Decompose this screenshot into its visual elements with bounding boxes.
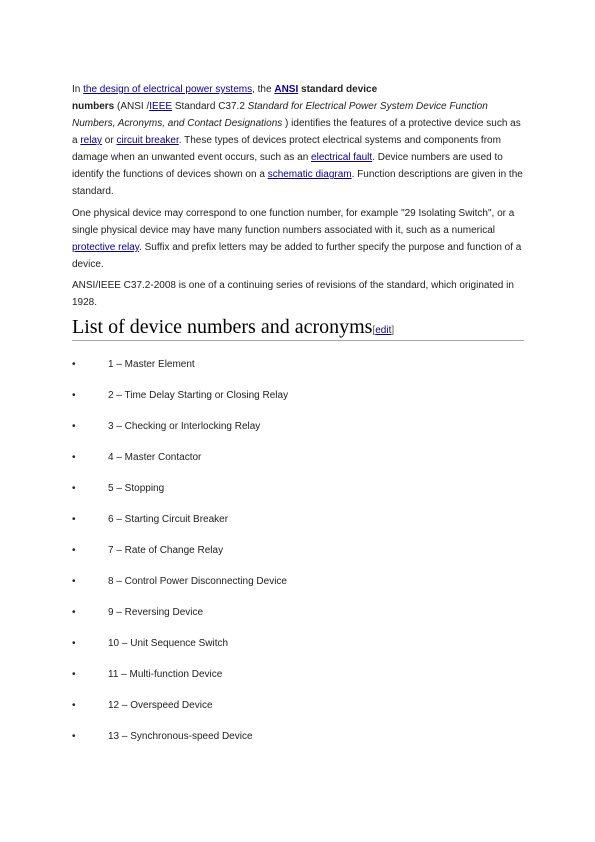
- link-ieee[interactable]: IEEE: [149, 101, 173, 112]
- bullet-icon: •: [72, 421, 76, 432]
- bullet-icon: •: [72, 638, 76, 649]
- device-item-label: 4 – Master Contactor: [108, 452, 202, 463]
- intro-bold-text: standard device: [298, 84, 378, 95]
- link-relay[interactable]: relay: [80, 135, 103, 146]
- intro-text: , the: [252, 84, 275, 95]
- link-circuit-breaker[interactable]: circuit breaker: [116, 135, 179, 146]
- intro-first-line: [72, 81, 524, 98]
- bullet-icon: •: [72, 576, 76, 587]
- section-heading-title: List of device numbers and acronyms: [72, 316, 373, 338]
- intro-text: In: [72, 84, 84, 95]
- device-item-label: 12 – Overspeed Device: [108, 700, 213, 711]
- edit-bracket-open: [: [372, 325, 376, 336]
- list-item: [72, 542, 524, 573]
- device-item-label: 9 – Reversing Device: [108, 607, 204, 618]
- link-ansi[interactable]: ANSI: [274, 84, 299, 95]
- device-item-label: 7 – Rate of Change Relay: [108, 545, 224, 556]
- intro-paragraph: [72, 81, 524, 200]
- intro-bold-text: numbers: [72, 101, 115, 112]
- device-item-label: 13 – Synchronous-speed Device: [108, 731, 253, 742]
- third-paragraph: ANSI/IEEE C37.2-2008 is one of a continuing series of revisions of the standard, which originated in 1928.: [72, 280, 514, 308]
- intro-text: ) identifies the features of a protective device such as a: [72, 118, 521, 146]
- edit-link[interactable]: edit: [375, 325, 392, 336]
- link-design-power-systems[interactable]: the design of electrical power systems: [83, 84, 253, 95]
- intro-text: Standard C37.2: [172, 101, 248, 112]
- list-item: [72, 511, 524, 542]
- link-electrical-fault[interactable]: electrical fault: [311, 152, 373, 163]
- list-item: [72, 697, 524, 728]
- device-item-label: 1 – Master Element: [108, 359, 195, 370]
- bullet-icon: •: [72, 700, 76, 711]
- device-item-label: 2 – Time Delay Starting or Closing Relay: [108, 390, 289, 401]
- intro-text: (ANSI /: [114, 101, 150, 112]
- device-item-label: 10 – Unit Sequence Switch: [108, 638, 229, 649]
- list-item: [72, 666, 524, 697]
- list-item: [72, 480, 524, 511]
- device-item-label: 3 – Checking or Interlocking Relay: [108, 421, 261, 432]
- list-item: [72, 635, 524, 666]
- intro-text: . These types of devices protect electrical systems and components from damage when an unwanted event occurs, such as an: [72, 135, 501, 163]
- bullet-icon: •: [72, 545, 76, 556]
- device-item-label: 11 – Multi-function Device: [108, 669, 223, 680]
- link-protective-relay[interactable]: protective relay: [72, 242, 140, 253]
- para2-text: One physical device may correspond to one function number, for example "29 Isolating Switch", or a single physical device may have many function numbers associated with it, such as a numerical: [72, 208, 515, 236]
- list-item: [72, 356, 524, 387]
- bullet-icon: •: [72, 607, 76, 618]
- section-heading: [72, 316, 524, 341]
- intro-text: . Device numbers are used to identify the functions of devices shown on a: [72, 152, 503, 180]
- bullet-icon: •: [72, 669, 76, 680]
- device-list: [72, 356, 524, 759]
- standard-title: Standard for Electrical Power System Device Function Numbers, Acronyms, and Contact Designations: [72, 101, 488, 129]
- bullet-icon: •: [72, 514, 76, 525]
- bullet-icon: •: [72, 731, 76, 742]
- device-item-label: 8 – Control Power Disconnecting Device: [108, 576, 287, 587]
- device-item-label: 6 – Starting Circuit Breaker: [108, 514, 229, 525]
- list-item: [72, 387, 524, 418]
- second-paragraph: [72, 205, 524, 273]
- link-schematic-diagram[interactable]: schematic diagram: [267, 169, 352, 180]
- intro-text: or: [102, 135, 117, 146]
- bullet-icon: •: [72, 359, 76, 370]
- edit-bracket-close: ]: [391, 325, 395, 336]
- list-item: [72, 728, 524, 759]
- bullet-icon: •: [72, 483, 76, 494]
- para2-text: . Suffix and prefix letters may be added to further specify the purpose and function of a device.: [72, 242, 522, 270]
- list-item: [72, 449, 524, 480]
- device-item-label: 5 – Stopping: [108, 483, 165, 494]
- list-item: [72, 573, 524, 604]
- list-item: [72, 418, 524, 449]
- list-item: [72, 604, 524, 635]
- intro-text: . Function descriptions are given in the standard.: [72, 169, 523, 197]
- bullet-icon: •: [72, 390, 76, 401]
- bullet-icon: •: [72, 452, 76, 463]
